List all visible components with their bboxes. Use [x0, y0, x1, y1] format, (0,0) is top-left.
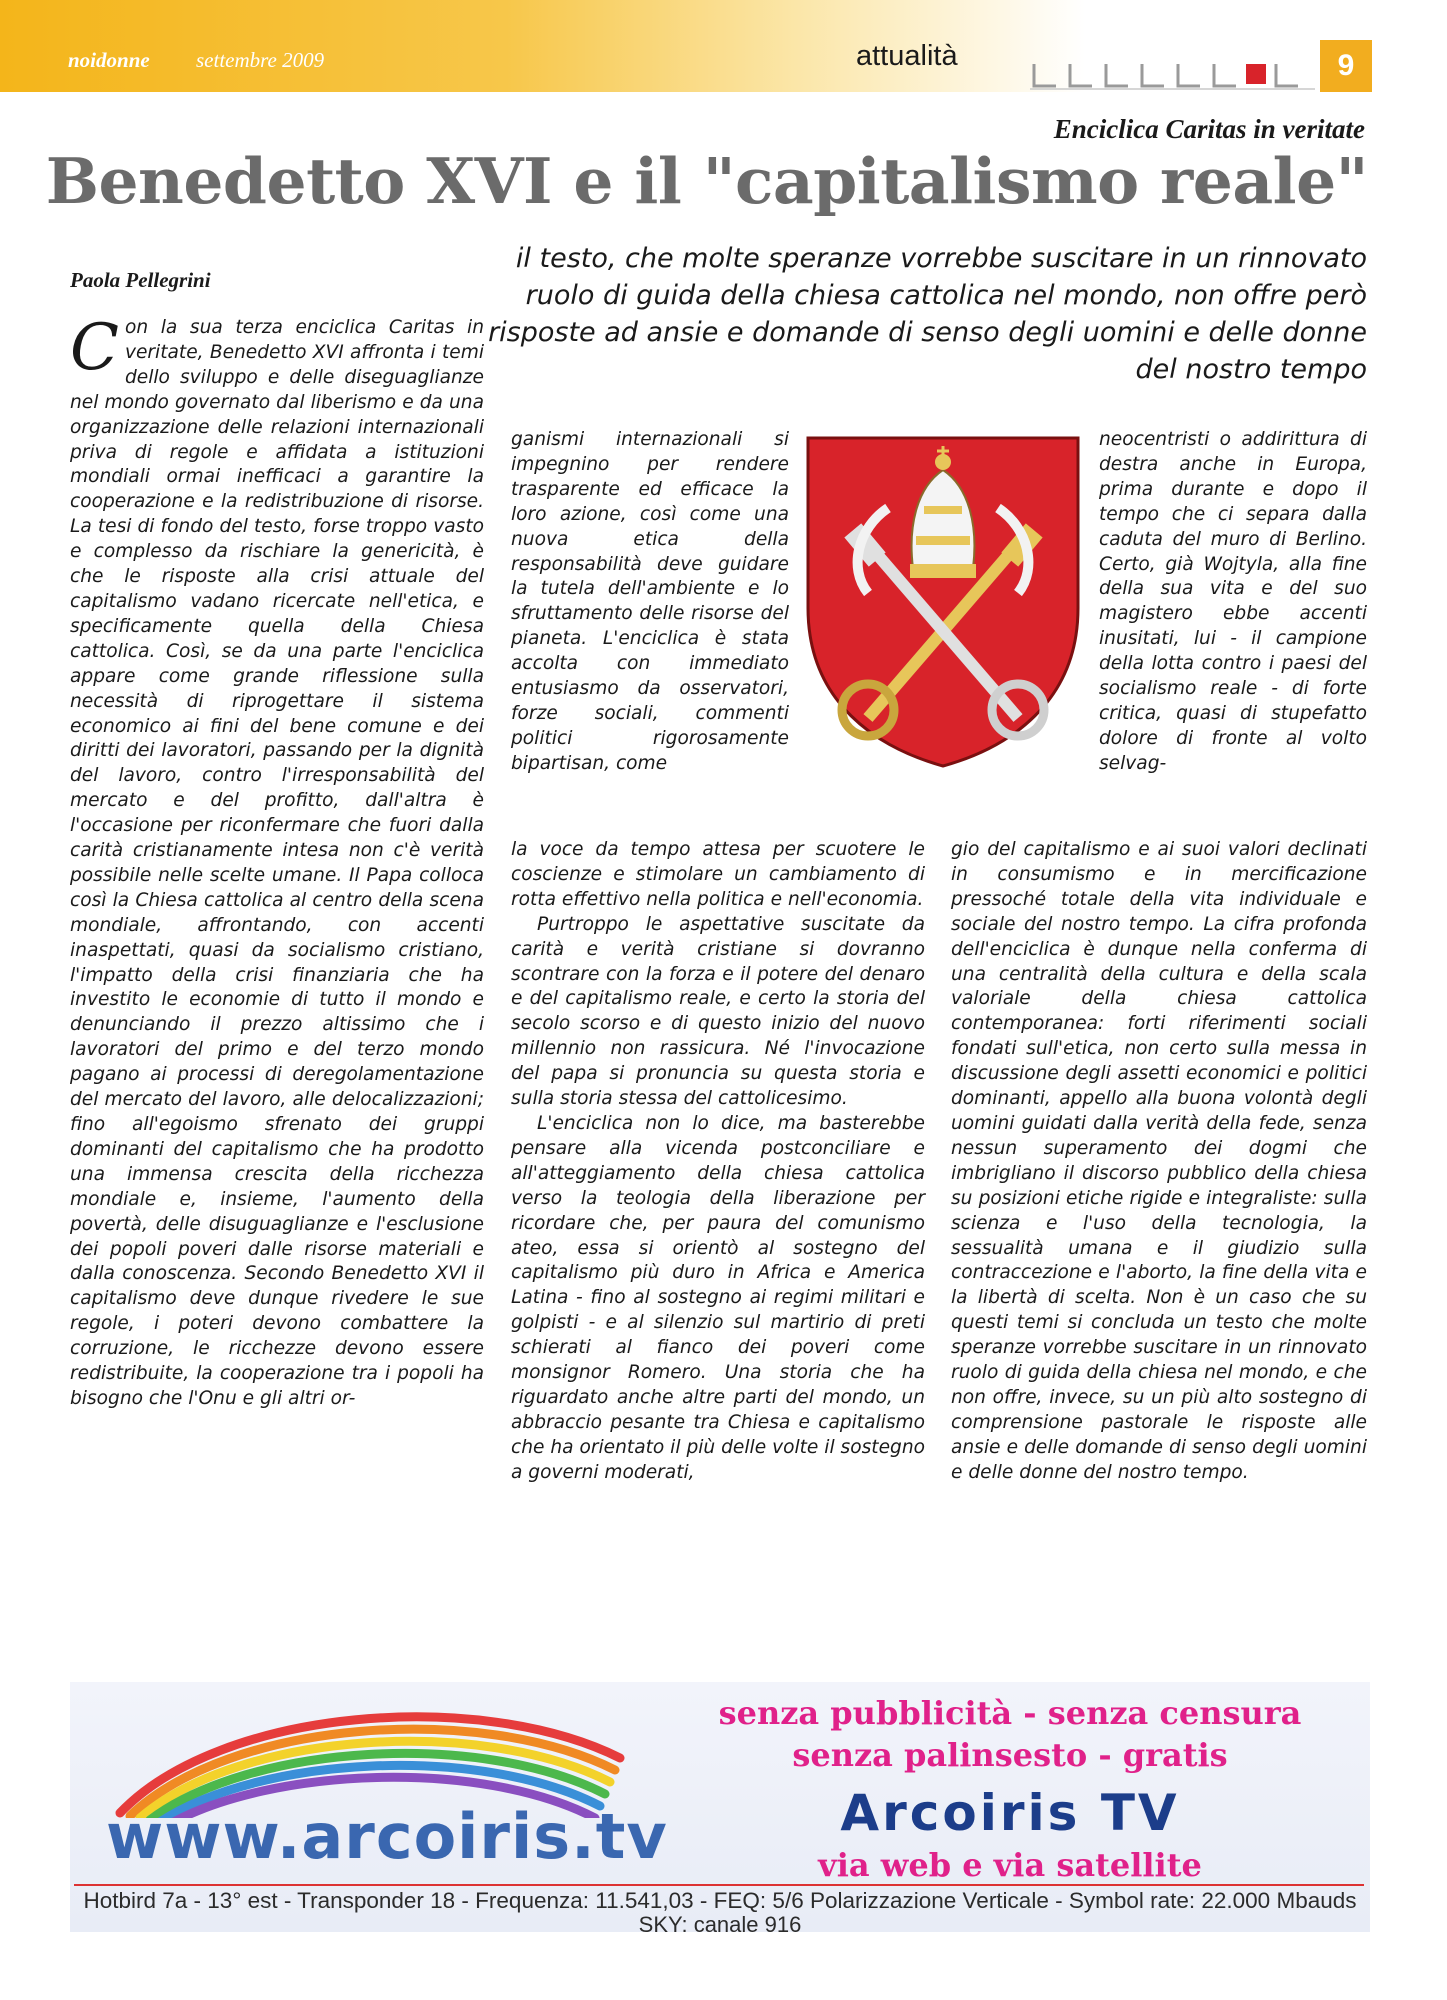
page-number: 9 [1320, 40, 1372, 92]
author-byline: Paola Pellegrini [70, 268, 211, 292]
section-label: attualità [856, 40, 958, 72]
paragraph: ganismi internazionali si impegnino per rendere trasparente ed efficace la loro azione, così come una nuova etica della responsabilità deve guidare la tutela dell'ambiente e lo sfruttamento delle risorse del pianeta. L'enciclica è stata accolta con immediato entusiasmo da osservatori, forze sociali, commenti politici rigorosamente bipartisan, come [511, 429, 789, 774]
advert-tagline-2: senza palinsesto - gratis [792, 1736, 1228, 1774]
rainbow-logo-icon [100, 1688, 660, 1818]
column-middle-top [511, 428, 789, 777]
headline: Benedetto XVI e il "capitalismo reale" [45, 144, 1368, 218]
standfirst: il testo, che molte speranze vorrebbe suscitare in un rinnovato ruolo di guida della chiesa cattolica nel mondo, non offre però risposte ad ansie e domande di senso degli uomini e delle donne del nostro tempo [488, 243, 1367, 385]
paragraph: on la sua terza enciclica Caritas in veritate, Benedetto XVI affronta i temi dello sviluppo e delle diseguaglianze nel mondo governato dal liberismo e da una organizzazione delle relazioni internazionali priva di regole e affidata a istituzioni mondiali ormai inefficaci a garantire la cooperazione e la redistribuzione di risorse. La tesi di fondo del testo, forse troppo vasto e complesso da rischiare la genericità, è che le risposte alla crisi attuale del capitalismo vadano ricercate nell'etica, e specificamente quella della Chiesa cattolica. Così, se da una parte l'enciclica appare come grande riflessione sulla necessità di riprogettare il sistema economico ai fini del bene comune e dei diritti dei lavoratori, passando per la dignità del lavoro, contro l'irresponsabilità del mercato e del profitto, dall'altra è l'occasione per riconfermare che fuori dalla carità cristianamente intesa non c'è verità possibile nelle scelte umane. Il Papa colloca così la Chiesa cattolica al centro della scena mondiale, affrontando, con accenti inaspettati, quasi da socialismo cristiano, l'impatto della crisi finanziaria che ha investito le economie di tutto il mondo e denunciando il prezzo altissimo che i lavoratori del primo e del terzo mondo pagano ai processi di deregolamentazione del mercato del lavoro, alle delocalizzazioni; fino all'egoismo sfrenato dei gruppi dominanti del capitalismo che ha prodotto una immensa crescita della ricchezza mondiale e, insieme, l'aumento della povertà, delle disuguaglianze e l'esclusione dei popoli poveri dalle risorse materiali e dalla conoscenza. Secondo Benedetto XVI il capitalismo deve dunque rivedere le sue regole, i poteri devono combattere la corruzione, le ricchezze devono essere redistribuite, la cooperazione tra i popoli ha bisogno che l'Onu e gli altri or- [70, 317, 484, 1409]
column-right [951, 838, 1367, 1486]
papal-coat-of-arms-icon [798, 418, 1088, 770]
advert-sky-channel: SKY: canale 916 [638, 1912, 802, 1937]
section-decoration-icon [1030, 58, 1315, 92]
column-right-top [1099, 428, 1367, 777]
issue-date: settembre 2009 [196, 48, 325, 72]
arcoiris-url-link[interactable]: www.arcoiris.tv [106, 1800, 668, 1873]
paragraph: gio del capitalismo e ai suoi valori declinati in consumismo e in mercificazione pressoché totale della vita individuale e sociale del nostro tempo. La cifra profonda dell'enciclica è dunque nella conferma di una centralità della cultura e della scala valoriale della chiesa cattolica contemporanea: forti riferimenti sociali fondati sull'etica, non certo sulla messa in discussione degli assetti economici e politici dominanti, appello alla buona volontà degli uomini guidati dalla verità della fede, senza nessun superamento dei dogmi che imbrigliano il discorso pubblico della chiesa su posizioni etiche rigide e integraliste: sulla scienza e l'uso della tecnologia, la sessualità umana e il giudizio sulla contraccezione e l'aborto, la fine della vita e la libertà di scelta. Non è un caso che su questi temi si concluda un testo che molte speranze vorrebbe suscitare in un rinnovato ruolo di guida della chiesa nel mondo, e che non offre, invece, su un più alto sostegno di comprensione pastorale le risposte alle ansie e delle domande di senso degli uomini e delle donne del nostro tempo. [951, 839, 1367, 1483]
column-left [70, 316, 484, 1616]
paragraph: L'enciclica non lo dice, ma basterebbe pensare alla vicenda postconciliare e all'atteggiamento della chiesa cattolica verso la teologia della liberazione per ricordare che, per paura del comunismo ateo, essa si orientò al sostegno del capitalismo più duro in Africa e America Latina - fino al sostegno ai regimi militari e golpisti - e al silenzio sul martirio di preti schierati al fianco dei poveri come monsignor Romero. Una storia che ha riguardato anche altre parti del mondo, un abbraccio pesante tra Chiesa e capitalismo che ha orientato il più delle volte il sostegno a governi moderati, [511, 1112, 925, 1483]
kicker: Enciclica Caritas in veritate [1053, 114, 1365, 144]
magazine-name: noidonne [68, 48, 150, 72]
advert-satellite-info: Hotbird 7a - 13° est - Transponder 18 - Frequenza: 11.541,03 - FEQ: 5/6 Polarizzazione Verticale - Symbol rate: 22.000 Mbauds [83, 1888, 1357, 1913]
drop-cap: C [70, 316, 119, 385]
advert-title: Arcoiris TV [840, 1784, 1180, 1842]
paragraph: neocentristi o addirittura di destra anche in Europa, prima durante e dopo il tempo che ci separa dalla caduta del muro di Berlino. Certo, già Wojtyla, alla fine della sua vita e del suo magistero ebbe accenti inusitati, lui - il campione della lotta contro i paesi del socialismo reale - di forte critica, quasi di stupefatto dolore di fronte al volto selvag- [1099, 429, 1367, 774]
advert-subtitle: via web e via satellite [818, 1846, 1202, 1884]
advert-divider [74, 1884, 1364, 1886]
advert-tagline-1: senza pubblicità - senza censura [718, 1694, 1302, 1732]
paragraph: Purtroppo le aspettative suscitate da carità e verità cristiane si dovranno scontrare con la forza e il potere del denaro e del capitalismo reale, e certo la storia del secolo scorso e di questo inizio del nuovo millennio non rassicura. Né l'invocazione del papa si pronuncia su questa storia e sulla storia stessa del cattolicesimo. [511, 913, 925, 1110]
paragraph: la voce da tempo attesa per scuotere le coscienze e stimolare un cambiamento di rotta effettivo nella politica e nell'economia. [511, 839, 925, 910]
column-middle [511, 838, 925, 1486]
